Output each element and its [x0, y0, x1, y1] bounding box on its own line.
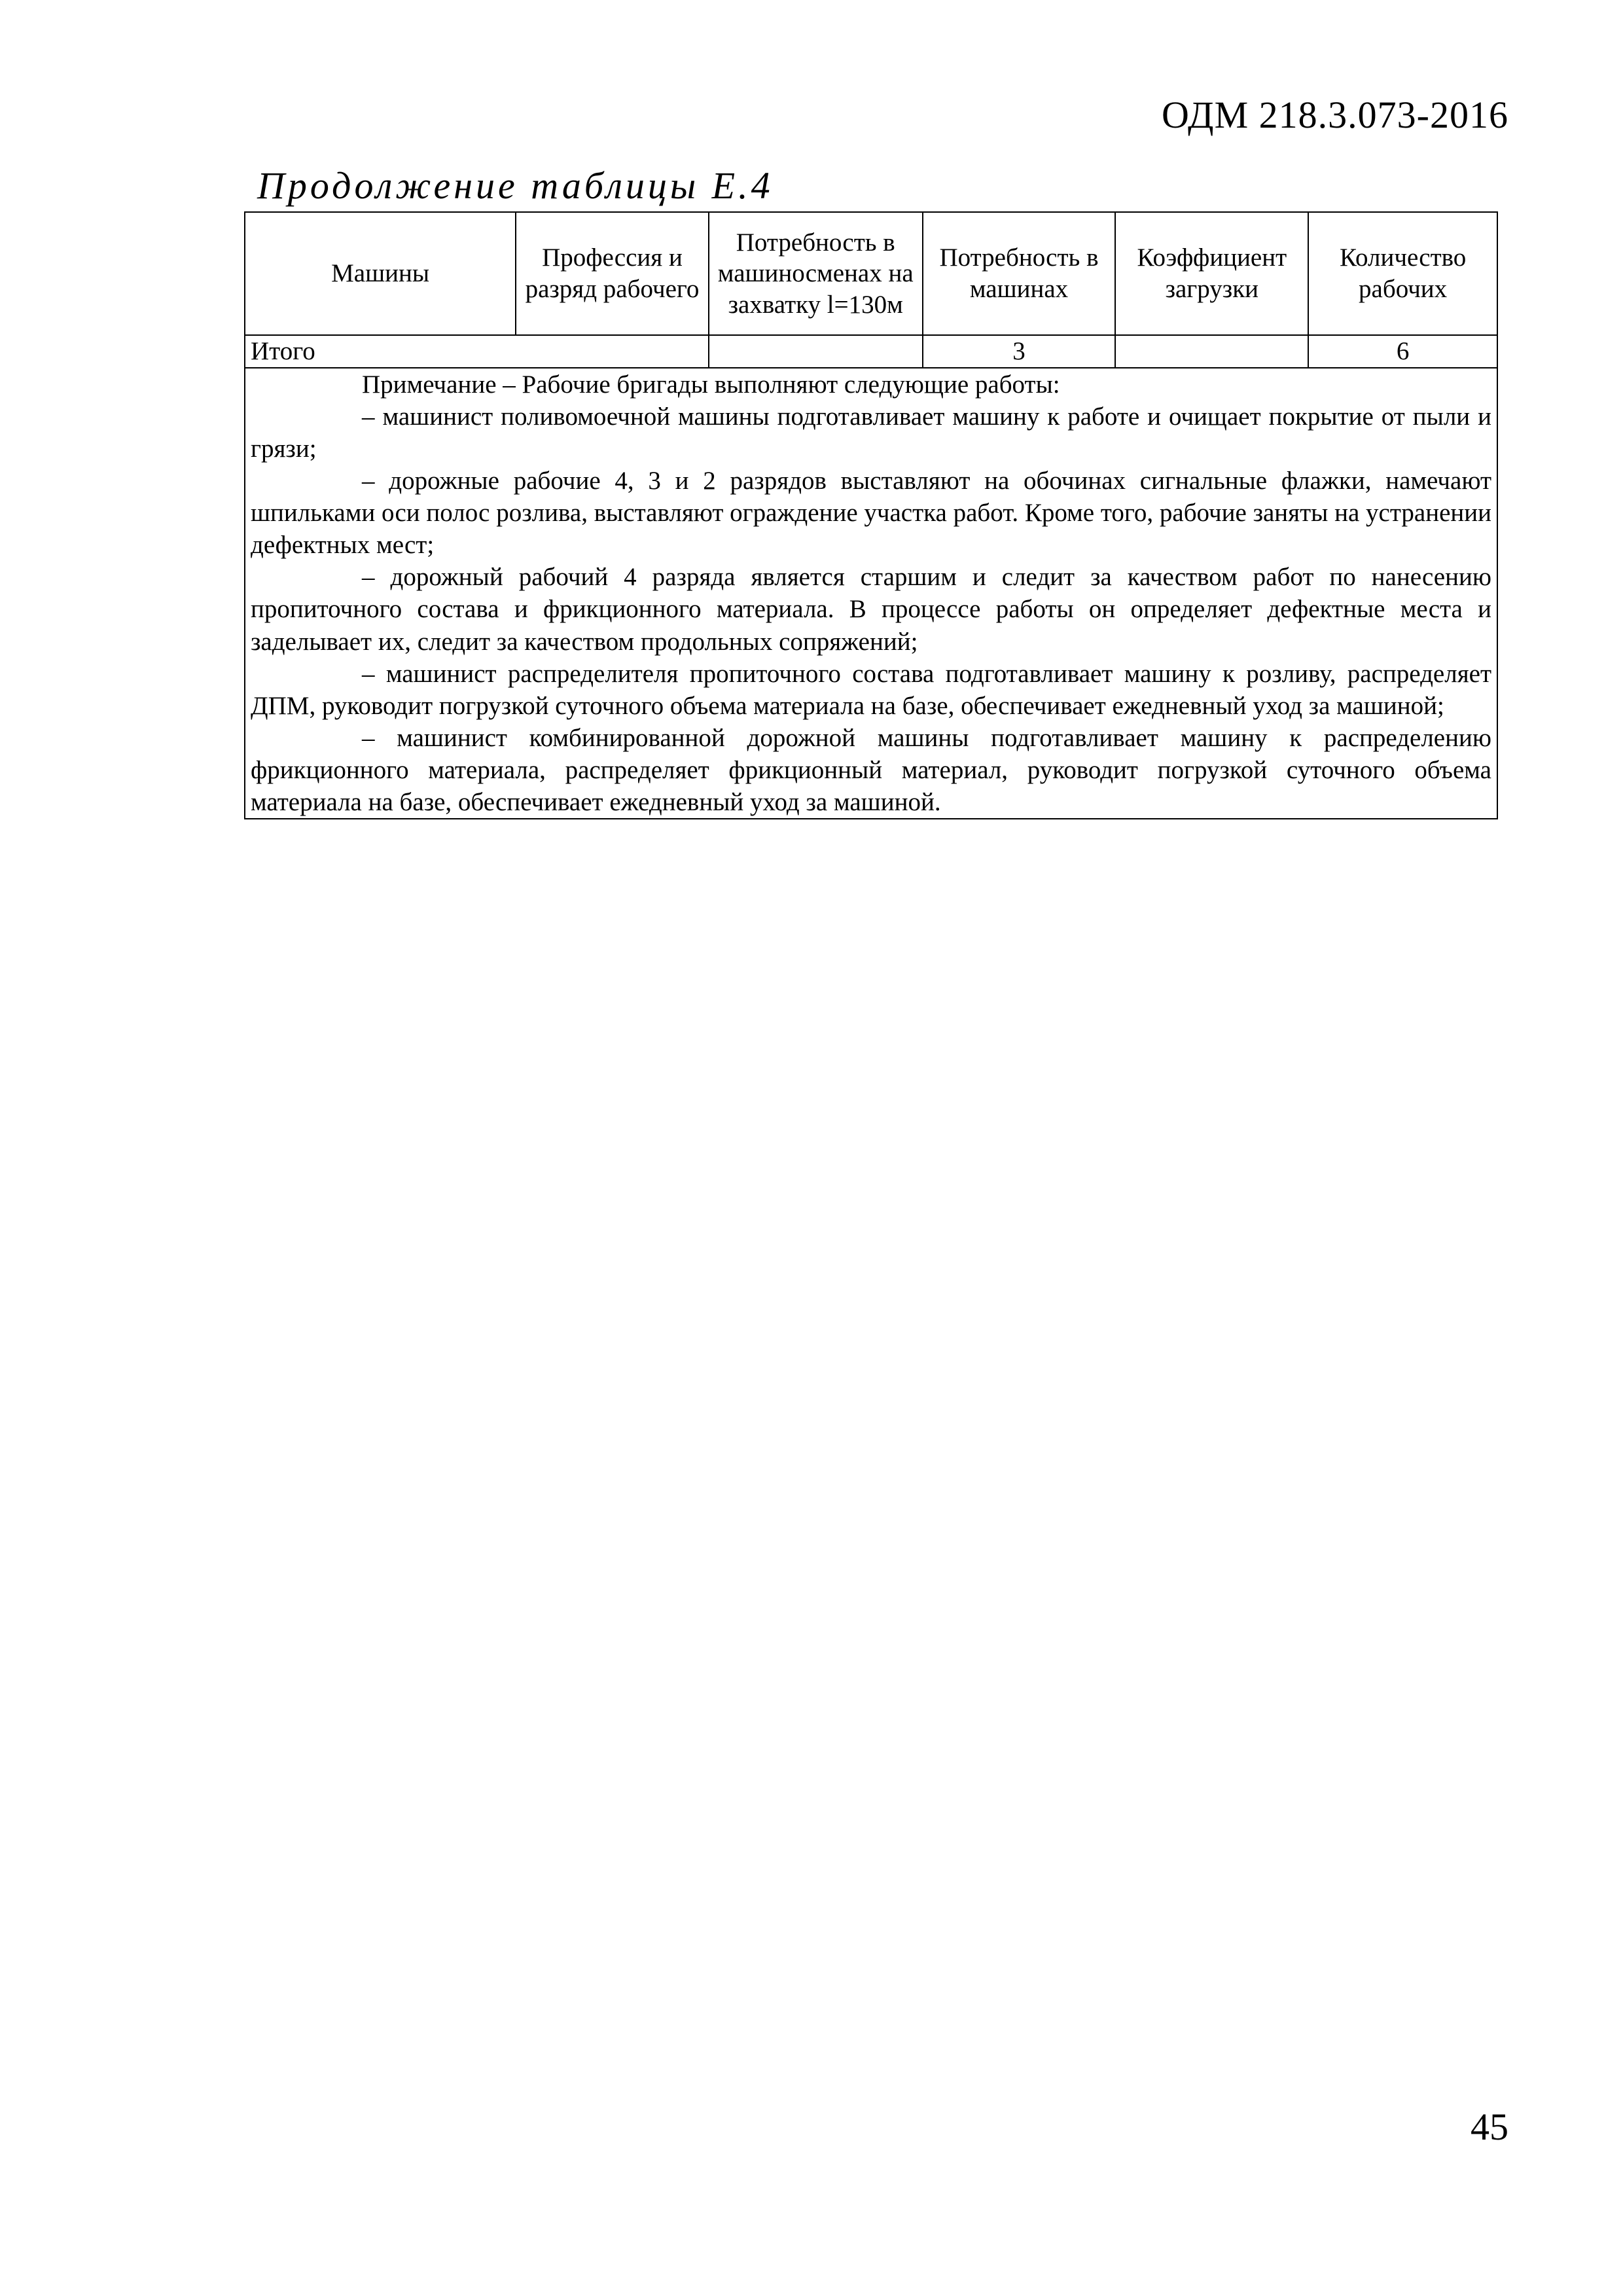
table-caption: Продолжение таблицы Е.4 — [257, 164, 774, 207]
total-machine-shifts — [709, 335, 923, 368]
header-workers-count: Количество рабочих — [1308, 212, 1497, 335]
header-machine-shifts: Потребность в машиносменах на захватку l=130м — [709, 212, 923, 335]
note-row — [245, 368, 1497, 819]
document-code: ОДМ 218.3.073-2016 — [1162, 94, 1508, 136]
page-number: 45 — [1471, 2106, 1508, 2148]
header-profession: Профессия и разряд рабочего — [516, 212, 709, 335]
note-paragraph: – дорожные рабочие 4, 3 и 2 разрядов выставляют на обочинах сигнальные флажки, намечают шпильками оси полос розлива, выставляют ограждение участка работ. Кроме того, рабочие заняты на устранении дефектных мест; — [251, 466, 1491, 560]
total-workers: 6 — [1308, 335, 1497, 368]
note-paragraph: – машинист комбинированной дорожной машины подготавливает машину к распределению фрикционного материала, распределяет фрикционный материал, руководит погрузкой суточного объема материала на базе, обеспечивает ежедневный уход за машиной. — [251, 723, 1491, 817]
header-load-coefficient: Коэффициент загрузки — [1115, 212, 1308, 335]
total-label: Итого — [245, 335, 709, 368]
header-machines: Машины — [245, 212, 516, 335]
total-coefficient — [1115, 335, 1308, 368]
total-machines: 3 — [923, 335, 1116, 368]
total-row — [245, 335, 1497, 368]
note-paragraph: Примечание – Рабочие бригады выполняют следующие работы: — [362, 370, 1060, 399]
machines-table — [244, 211, 1498, 819]
table-note — [245, 368, 1497, 819]
note-paragraph: – машинист поливомоечной машины подготавливает машину к работе и очищает покрытие от пыли и грязи; — [251, 402, 1491, 463]
note-paragraph: – дорожный рабочий 4 разряда является старшим и следит за качеством работ по нанесению пропиточного состава и фрикционного материала. В процессе работы он определяет дефектные места и заделывает их, следит за качеством продольных сопряжений; — [251, 563, 1491, 656]
header-machine-need: Потребность в машинах — [923, 212, 1116, 335]
table-header-row — [245, 212, 1497, 335]
note-paragraph: – машинист распределителя пропиточного состава подготавливает машину к розливу, распределяет ДПМ, руководит погрузкой суточного объема материала на базе, обеспечивает ежедневный уход за машиной; — [251, 659, 1491, 720]
